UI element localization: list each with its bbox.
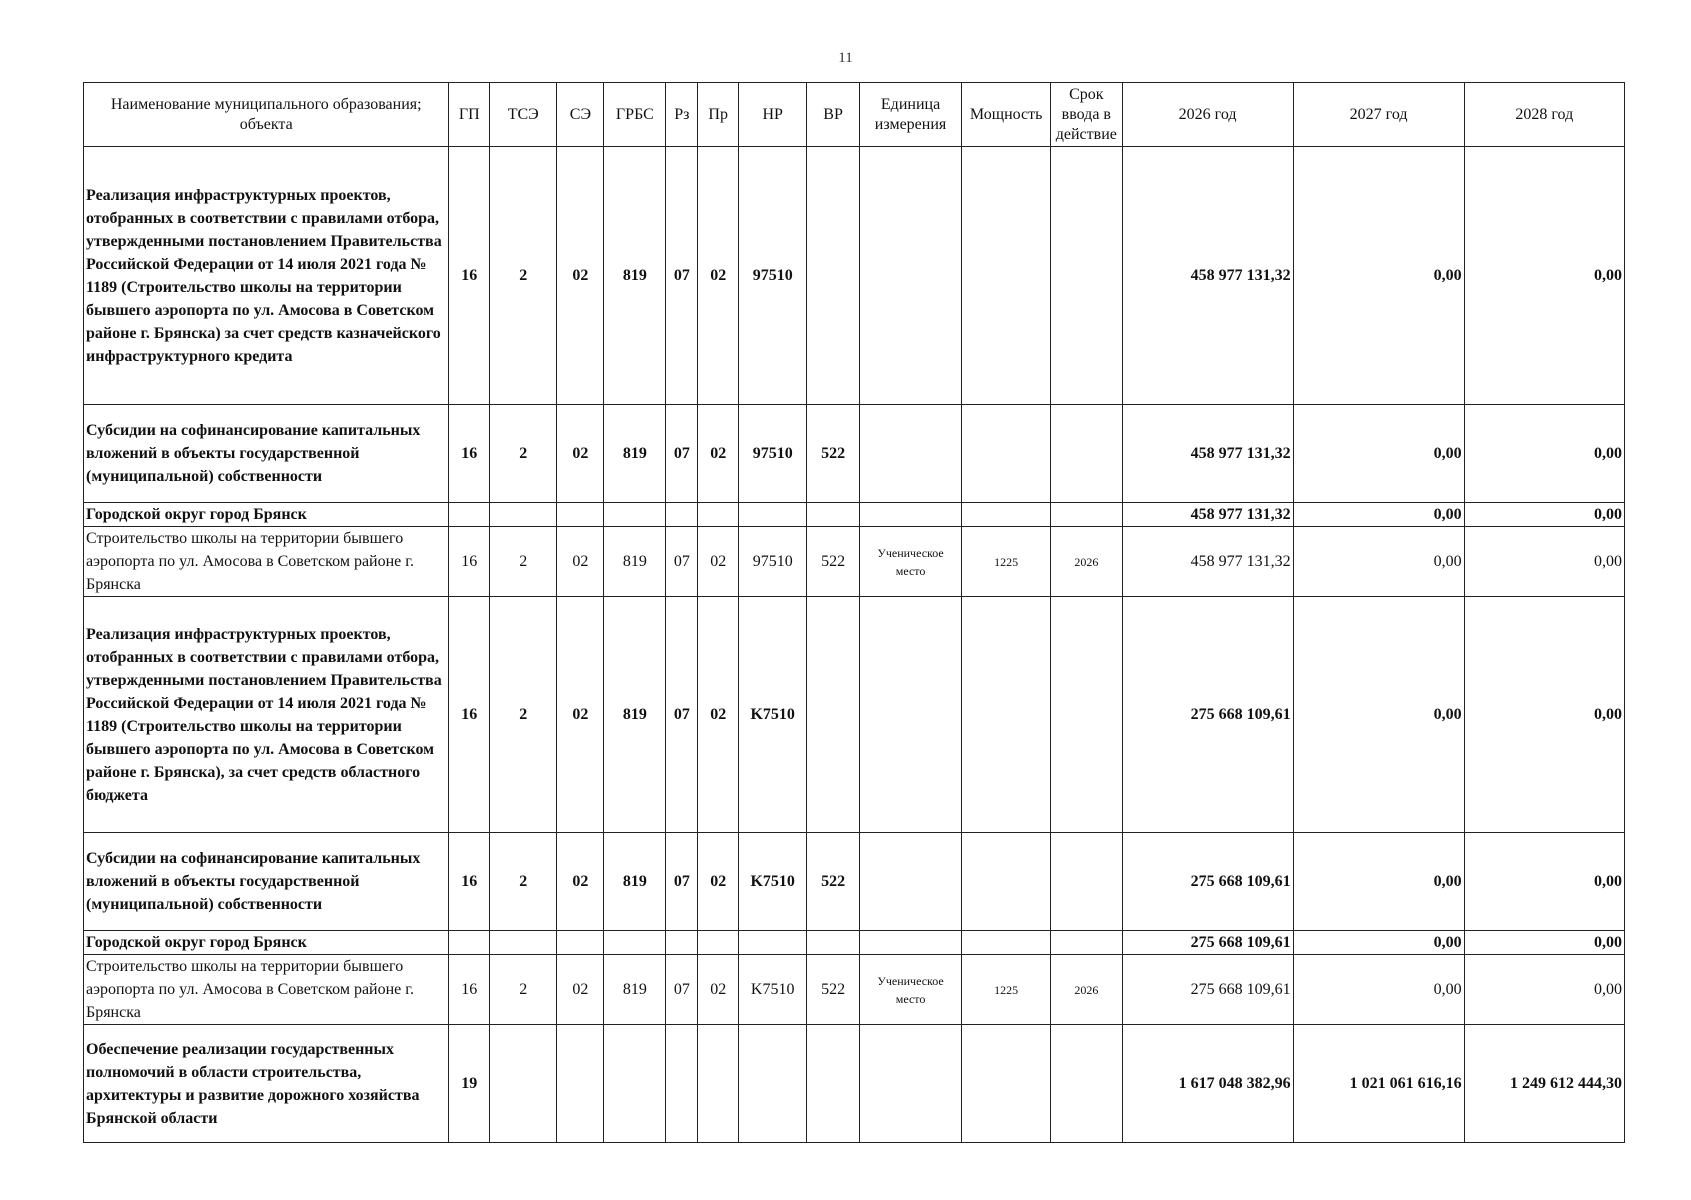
row-pr: 02	[698, 527, 739, 597]
row-power	[962, 597, 1051, 833]
row-2027: 0,00	[1293, 597, 1464, 833]
row-2028: 0,00	[1464, 503, 1624, 527]
row-rz: 07	[666, 405, 698, 503]
table-row	[84, 1025, 1625, 1143]
table-row	[84, 527, 1625, 597]
header-nr: НР	[739, 83, 807, 147]
row-2027: 0,00	[1293, 527, 1464, 597]
row-2026: 275 668 109,61	[1122, 833, 1293, 931]
row-pr: 02	[698, 833, 739, 931]
row-vr	[807, 597, 859, 833]
row-vr: 522	[807, 833, 859, 931]
row-2026: 275 668 109,61	[1122, 931, 1293, 955]
row-tse: 2	[490, 147, 557, 405]
row-name: Субсидии на софинансирование капитальных вложений в объекты государственной (муниципальной) собственности	[84, 833, 449, 931]
row-gp: 16	[449, 405, 490, 503]
row-term	[1051, 503, 1123, 527]
row-tse	[490, 503, 557, 527]
row-rz	[666, 503, 698, 527]
row-rz: 07	[666, 527, 698, 597]
row-2028: 0,00	[1464, 833, 1624, 931]
row-2026: 1 617 048 382,96	[1122, 1025, 1293, 1143]
row-pr: 02	[698, 955, 739, 1025]
table-row	[84, 503, 1625, 527]
row-nr: K7510	[739, 597, 807, 833]
row-nr: 97510	[739, 405, 807, 503]
header-se: СЭ	[557, 83, 604, 147]
header-name: Наименование муниципального образования; объекта	[84, 83, 449, 147]
row-power: 1225	[962, 527, 1051, 597]
row-grbs: 819	[604, 597, 666, 833]
page-number: 11	[838, 50, 853, 66]
table-row	[84, 147, 1625, 405]
row-gp: 16	[449, 955, 490, 1025]
row-se: 02	[557, 147, 604, 405]
row-unit: Ученическое место	[859, 955, 962, 1025]
row-rz	[666, 931, 698, 955]
row-vr	[807, 931, 859, 955]
row-pr: 02	[698, 405, 739, 503]
table-row	[84, 833, 1625, 931]
row-name: Городской округ город Брянск	[84, 931, 449, 955]
row-vr	[807, 147, 859, 405]
row-unit	[859, 931, 962, 955]
row-pr: 02	[698, 147, 739, 405]
budget-table	[83, 82, 1625, 1143]
row-power	[962, 405, 1051, 503]
row-tse: 2	[490, 955, 557, 1025]
row-2026: 458 977 131,32	[1122, 503, 1293, 527]
row-2027: 0,00	[1293, 405, 1464, 503]
row-grbs	[604, 931, 666, 955]
row-vr: 522	[807, 527, 859, 597]
row-se: 02	[557, 597, 604, 833]
table-header-row	[84, 83, 1625, 147]
row-pr	[698, 503, 739, 527]
row-2026: 458 977 131,32	[1122, 405, 1293, 503]
row-gp: 16	[449, 833, 490, 931]
row-rz: 07	[666, 833, 698, 931]
row-vr: 522	[807, 955, 859, 1025]
row-name: Строительство школы на территории бывшего аэропорта по ул. Амосова в Советском районе г. Брянска	[84, 527, 449, 597]
row-2028: 0,00	[1464, 405, 1624, 503]
row-term: 2026	[1051, 955, 1123, 1025]
table-row	[84, 597, 1625, 833]
header-unit: Единица измерения	[859, 83, 962, 147]
row-se	[557, 503, 604, 527]
row-rz	[666, 1025, 698, 1143]
row-2027: 0,00	[1293, 503, 1464, 527]
row-term	[1051, 1025, 1123, 1143]
row-2027: 0,00	[1293, 931, 1464, 955]
row-nr: 97510	[739, 527, 807, 597]
row-grbs	[604, 503, 666, 527]
row-tse	[490, 931, 557, 955]
row-grbs: 819	[604, 527, 666, 597]
header-2026: 2026 год	[1122, 83, 1293, 147]
row-grbs: 819	[604, 955, 666, 1025]
row-nr: 97510	[739, 147, 807, 405]
row-term	[1051, 597, 1123, 833]
row-gp	[449, 503, 490, 527]
row-term	[1051, 405, 1123, 503]
row-power	[962, 503, 1051, 527]
row-name: Субсидии на софинансирование капитальных вложений в объекты государственной (муниципальной) собственности	[84, 405, 449, 503]
row-tse: 2	[490, 405, 557, 503]
row-tse: 2	[490, 527, 557, 597]
header-2028: 2028 год	[1464, 83, 1624, 147]
row-unit	[859, 1025, 962, 1143]
header-tse: ТСЭ	[490, 83, 557, 147]
row-2027: 0,00	[1293, 955, 1464, 1025]
row-nr: K7510	[739, 955, 807, 1025]
header-pr: Пр	[698, 83, 739, 147]
row-se: 02	[557, 833, 604, 931]
row-nr: K7510	[739, 833, 807, 931]
row-power	[962, 147, 1051, 405]
table-row	[84, 931, 1625, 955]
row-2027: 0,00	[1293, 147, 1464, 405]
row-nr	[739, 1025, 807, 1143]
row-power	[962, 931, 1051, 955]
row-grbs: 819	[604, 147, 666, 405]
row-2028: 0,00	[1464, 931, 1624, 955]
row-unit: Ученическое место	[859, 527, 962, 597]
row-gp	[449, 931, 490, 955]
table-row	[84, 955, 1625, 1025]
row-unit	[859, 147, 962, 405]
row-name: Обеспечение реализации государственных полномочий в области строительства, архитектуры и развитие дорожного хозяйства Брянской области	[84, 1025, 449, 1143]
header-term: Срок ввода в действие	[1051, 83, 1123, 147]
row-rz: 07	[666, 597, 698, 833]
row-tse: 2	[490, 597, 557, 833]
row-unit	[859, 503, 962, 527]
row-nr	[739, 931, 807, 955]
row-gp: 16	[449, 597, 490, 833]
row-gp: 16	[449, 147, 490, 405]
row-2026: 275 668 109,61	[1122, 597, 1293, 833]
row-power: 1225	[962, 955, 1051, 1025]
row-2026: 458 977 131,32	[1122, 527, 1293, 597]
header-vr: ВР	[807, 83, 859, 147]
row-2028: 0,00	[1464, 147, 1624, 405]
header-power: Мощность	[962, 83, 1051, 147]
row-unit	[859, 405, 962, 503]
row-2027: 0,00	[1293, 833, 1464, 931]
header-rz: Рз	[666, 83, 698, 147]
row-pr: 02	[698, 597, 739, 833]
row-name: Реализация инфраструктурных проектов, отобранных в соответствии с правилами отбора, утвержденными постановлением Правительства Российской Федерации от 14 июля 2021 года № 1189 (Строительство школы на территории бывшего аэропорта по ул. Амосова в Советском районе г. Брянска), за счет средств областного бюджета	[84, 597, 449, 833]
row-gp: 16	[449, 527, 490, 597]
row-tse	[490, 1025, 557, 1143]
row-unit	[859, 833, 962, 931]
row-se: 02	[557, 527, 604, 597]
table-row	[84, 405, 1625, 503]
row-term: 2026	[1051, 527, 1123, 597]
row-name: Строительство школы на территории бывшего аэропорта по ул. Амосова в Советском районе г. Брянска	[84, 955, 449, 1025]
row-pr	[698, 1025, 739, 1143]
row-rz: 07	[666, 955, 698, 1025]
row-rz: 07	[666, 147, 698, 405]
row-unit	[859, 597, 962, 833]
row-power	[962, 833, 1051, 931]
row-vr	[807, 503, 859, 527]
row-2028: 0,00	[1464, 597, 1624, 833]
row-vr	[807, 1025, 859, 1143]
row-se	[557, 931, 604, 955]
row-term	[1051, 833, 1123, 931]
header-gp: ГП	[449, 83, 490, 147]
row-se: 02	[557, 405, 604, 503]
row-tse: 2	[490, 833, 557, 931]
row-2028: 1 249 612 444,30	[1464, 1025, 1624, 1143]
row-term	[1051, 931, 1123, 955]
header-grbs: ГРБС	[604, 83, 666, 147]
row-name: Реализация инфраструктурных проектов, отобранных в соответствии с правилами отбора, утвержденными постановлением Правительства Российской Федерации от 14 июля 2021 года № 1189 (Строительство школы на территории бывшего аэропорта по ул. Амосова в Советском районе г. Брянска) за счет средств казначейского инфраструктурного кредита	[84, 147, 449, 405]
row-nr	[739, 503, 807, 527]
row-vr: 522	[807, 405, 859, 503]
row-2028: 0,00	[1464, 527, 1624, 597]
row-grbs	[604, 1025, 666, 1143]
row-grbs: 819	[604, 833, 666, 931]
row-2026: 275 668 109,61	[1122, 955, 1293, 1025]
row-2027: 1 021 061 616,16	[1293, 1025, 1464, 1143]
row-2026: 458 977 131,32	[1122, 147, 1293, 405]
row-pr	[698, 931, 739, 955]
header-2027: 2027 год	[1293, 83, 1464, 147]
row-term	[1051, 147, 1123, 405]
row-name: Городской округ город Брянск	[84, 503, 449, 527]
row-power	[962, 1025, 1051, 1143]
row-2028: 0,00	[1464, 955, 1624, 1025]
row-se: 02	[557, 955, 604, 1025]
row-gp: 19	[449, 1025, 490, 1143]
row-se	[557, 1025, 604, 1143]
row-grbs: 819	[604, 405, 666, 503]
